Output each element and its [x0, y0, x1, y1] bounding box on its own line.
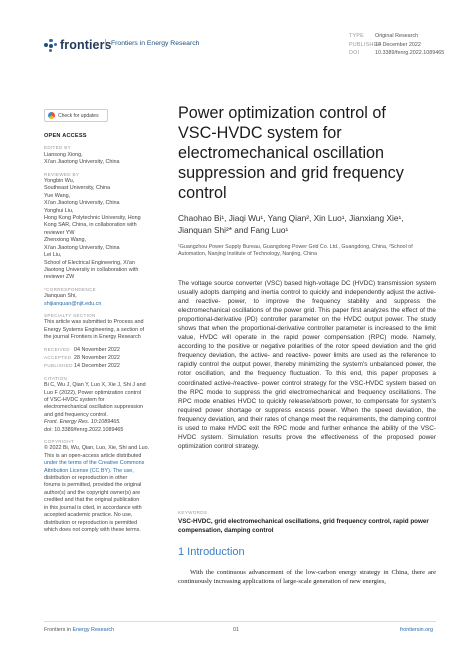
- correspondence-label: *CORRESPONDENCE: [44, 286, 96, 292]
- crossmark-icon: [48, 112, 55, 119]
- specialty-line: This article was submitted to Process and: [44, 319, 144, 326]
- reviewer-line: Yue Wang,: [44, 192, 71, 199]
- citation-line: electromechanical oscillation suppression: [44, 404, 144, 411]
- check-for-updates-button[interactable]: [44, 109, 108, 122]
- citation-doi[interactable]: doi: 10.3389/fenrg.2022.1089465: [44, 426, 124, 433]
- reviewer-line: Yongbin Wu,: [44, 178, 75, 185]
- footer-website-link[interactable]: frontiersin.org: [400, 627, 433, 633]
- specialty-line: the journal Frontiers in Energy Research: [44, 334, 141, 341]
- introduction-paragraph: With the continuous advancement of the low-carbon energy strategy in China, there are continuously increasing applications of large-scale generation of new energies,: [178, 569, 436, 586]
- journal-name[interactable]: Frontiers in Energy Research: [105, 39, 199, 48]
- editor-name: Liansong Xiong,: [44, 151, 83, 158]
- received-date: RECEIVED 04 November 2022: [44, 346, 120, 353]
- license-link[interactable]: under the terms of the Creative Commons: [44, 460, 145, 467]
- copyright-line: This is an open-access article distributed: [44, 452, 142, 459]
- abstract: The voltage source converter (VSC) based high-voltage DC (HVDC) transmission system usually adopts damping and inertia control to quickly and independently adjust the active- and reactive- power, to improve the frequency stability and suppress the electromechanical oscillations of the power grid. This paper first analyzes the effect of the proportional-derivative (PD) controller parameter on the HVDC output power. The study shows that when the proportional-derivative controller parameter is increased to the limit value, HVDC will operate in the rapid power compensation (RPC) mode. Namely, according to the positive or negative polarities of the rotor speed deviation and the grid frequency deviation, the active- and reactive- power limits are used as the reference to rapidly control the output power, thereby minimizing the system's unbalanced power, the rotor oscillation, and the frequency fluctuation. To this end, this paper proposes a coordinated active-/reactive- power control strategy for the VSC-HVDC system based on the RPC mode to suppress the grid electromechanical and frequency oscillations. The RPC mode enables HVDC to quickly release/absorb power, to compensate for system's required power shortage or suppress excess power. When the speed deviation, the frequency deviation, and their rates of change meet the requirements, the damping control is used to make HVDC exit the RPC mode and further enhance the ability of the VSC-HVDC system. Simulation results prove the effectiveness of the proposed power optimization control strategy.: [178, 280, 436, 450]
- section-heading-introduction: 1 Introduction: [178, 546, 245, 558]
- reviewer-line: Zhenxiong Wang,: [44, 237, 87, 244]
- copyright-line: which does not comply with these terms.: [44, 526, 141, 533]
- copyright-line: credited and that the original publication: [44, 497, 140, 504]
- affiliations: ¹Guangzhou Power Supply Bureau, Guangdong Power Grid Co. Ltd., Guangdong, China, ²School of Automation, Nanjing Institute of Technology, Nanjing, China: [178, 244, 413, 258]
- reviewer-line: Xi'an Jiaotong University, China: [44, 244, 120, 251]
- reviewer-line: Southeast University, China: [44, 185, 111, 192]
- published-date: PUBLISHED14 December 2022: [44, 363, 120, 370]
- frontiers-logo[interactable]: [44, 38, 112, 52]
- dates-block: [44, 346, 162, 371]
- license-link[interactable]: Attribution License (CC BY). The use,: [44, 467, 134, 474]
- copyright-line: © 2022 Bi, Wu, Qian, Luo, Xie, Shi and Luo.: [44, 445, 150, 452]
- citation-line: and grid frequency control.: [44, 411, 108, 418]
- open-access-label: OPEN ACCESS: [44, 133, 87, 139]
- check-updates-label: Check for updates: [58, 112, 99, 119]
- reviewer-line: Kong SAR, China, in collaboration with: [44, 222, 137, 229]
- reviewer-line: reviewer YW: [44, 229, 75, 236]
- reviewer-line: Xi'an Jiaotong University, China: [44, 200, 120, 207]
- citation-line: Luo F (2022), Power optimization control: [44, 389, 142, 396]
- sidebar: [44, 133, 162, 534]
- edited-by-label: EDITED BY: [44, 145, 71, 151]
- specialty-section-label: SPECIALTY SECTION: [44, 312, 96, 318]
- citation-label: CITATION: [44, 375, 68, 381]
- correspondent-name: Jianquan Shi,: [44, 293, 77, 300]
- page-number: 01: [233, 627, 239, 633]
- reviewer-line: Yonghui Liu,: [44, 207, 74, 214]
- reviewer-line: School of Electrical Engineering, Xi'an: [44, 259, 135, 266]
- copyright-line: accepted academic practice. No use,: [44, 512, 133, 519]
- article-title: Power optimization control of VSC-HVDC system for electromechanical oscillation suppression and grid frequency control: [178, 104, 404, 202]
- reviewer-line: Lei Liu,: [44, 252, 62, 259]
- copyright-line: forums is permitted, provided the original: [44, 482, 142, 489]
- authors-line: Jianquan Shi²* and Fang Luo¹: [178, 225, 289, 235]
- footer-journal[interactable]: Frontiers in Energy Research: [44, 627, 115, 633]
- copyright-line: author(s) and the copyright owner(s) are: [44, 489, 141, 496]
- logo-wordmark: frontiers: [60, 38, 112, 52]
- copyright-line: in this journal is cited, in accordance with: [44, 504, 142, 511]
- specialty-line: Energy Systems Engineering, a section of: [44, 326, 145, 333]
- copyright-line: distribution or reproduction in other: [44, 475, 128, 482]
- correspondent-email-link[interactable]: shijianquan@njit.edu.cn: [44, 300, 102, 307]
- frontiers-logo-icon: [44, 39, 57, 52]
- author-list: [178, 212, 438, 236]
- citation-line: Bi C, Wu J, Qian Y, Luo X, Xie J, Shi J and: [44, 382, 146, 389]
- reviewer-line: Jiaotong University in collaboration with: [44, 266, 139, 273]
- meta-doi[interactable]: DOI 10.3389/fenrg.2022.1089465: [349, 50, 445, 57]
- keywords: VSC-HVDC, grid electromechanical oscillations, grid frequency control, rapid power compensation, damping control: [178, 518, 429, 534]
- reviewer-line: Hong Kong Polytechnic University, Hong: [44, 215, 141, 222]
- copyright-line: distribution or reproduction is permitted: [44, 519, 138, 526]
- footer-divider: [44, 621, 436, 622]
- reviewer-line: reviewer ZW: [44, 274, 75, 281]
- copyright-label: COPYRIGHT: [44, 439, 75, 445]
- editor-affiliation: Xi'an Jiaotong University, China: [44, 159, 120, 166]
- meta-published: PUBLISHED14 December 2022: [349, 41, 421, 48]
- reviewed-by-label: REVIEWED BY: [44, 171, 80, 177]
- authors-line: Chaohao Bi¹, Jiaqi Wu¹, Yang Qian², Xin Luo¹, Jianxiang Xie¹,: [178, 213, 404, 223]
- citation-line: of VSC-HVDC system for: [44, 397, 105, 403]
- meta-type: TYPE Original Research: [349, 33, 419, 39]
- article-meta: [349, 32, 444, 58]
- accepted-date: ACCEPTED 28 November 2022: [44, 354, 120, 361]
- keywords-label: KEYWORDS: [178, 510, 208, 515]
- citation-line: Front. Energy Res. 10:1089465.: [44, 419, 121, 426]
